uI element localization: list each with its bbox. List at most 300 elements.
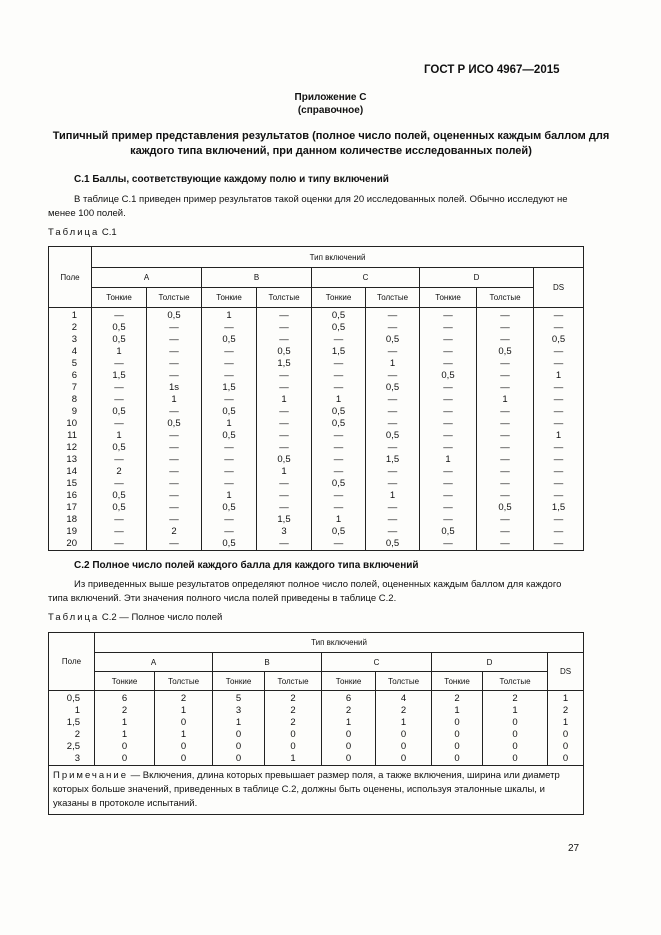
value-cell: 5 — [213, 691, 265, 706]
value-cell: 0 — [322, 741, 376, 753]
field-cell: 19 — [49, 526, 92, 538]
value-cell: 0,5 — [92, 406, 147, 418]
header-inclusion-type: Тип включений — [95, 633, 584, 653]
note-text: — Включения, длина которых превышает размер поля, а также включения, ширина или диаметр которых больше значений, приведенных в таблице С.2, должны быть оценены, используя эталонные шкалы, и указаны в протоколе испытаний. — [53, 770, 560, 809]
value-cell: — — [257, 322, 312, 334]
value-cell: — — [420, 382, 477, 394]
value-cell: 0 — [432, 717, 483, 729]
value-cell: 1,5 — [312, 346, 366, 358]
value-cell: 2 — [548, 705, 584, 717]
value-cell: — — [534, 526, 584, 538]
table-note — [49, 766, 584, 815]
value-cell: — — [92, 526, 147, 538]
value-cell: 0,5 — [312, 418, 366, 430]
value-cell: 0 — [483, 741, 548, 753]
value-cell: — — [312, 466, 366, 478]
value-cell: — — [366, 526, 420, 538]
header-group-d: D — [432, 653, 548, 672]
value-cell: — — [366, 466, 420, 478]
value-cell: — — [92, 394, 147, 406]
value-cell: — — [534, 308, 584, 323]
value-cell: — — [312, 454, 366, 466]
field-cell: 5 — [49, 358, 92, 370]
table-c2 — [48, 632, 584, 815]
value-cell: — — [477, 514, 534, 526]
field-cell: 7 — [49, 382, 92, 394]
value-cell: 0 — [322, 729, 376, 741]
value-cell: 0,5 — [366, 334, 420, 346]
field-cell: 9 — [49, 406, 92, 418]
value-cell: — — [312, 490, 366, 502]
header-thin: Тонкие — [95, 672, 155, 691]
value-cell: 1 — [483, 705, 548, 717]
value-cell: 0,5 — [420, 526, 477, 538]
value-cell: — — [202, 370, 257, 382]
value-cell: 1 — [202, 308, 257, 323]
value-cell: 1 — [155, 705, 213, 717]
value-cell: — — [312, 382, 366, 394]
header-group-a: A — [92, 268, 202, 288]
value-cell: 1 — [366, 358, 420, 370]
field-cell: 20 — [49, 538, 92, 551]
value-cell: — — [312, 358, 366, 370]
value-cell: 0,5 — [257, 454, 312, 466]
header-thick: Толстые — [147, 288, 202, 308]
value-cell: — — [366, 478, 420, 490]
field-cell: 4 — [49, 346, 92, 358]
value-cell: 0 — [483, 729, 548, 741]
value-cell: 0 — [548, 729, 584, 741]
value-cell: — — [477, 358, 534, 370]
field-cell: 0,5 — [49, 691, 95, 706]
header-thin: Тонкие — [213, 672, 265, 691]
value-cell: — — [202, 394, 257, 406]
value-cell: — — [92, 514, 147, 526]
value-cell: 0 — [483, 753, 548, 766]
value-cell: — — [420, 538, 477, 551]
header-field: Поле — [49, 247, 92, 308]
value-cell: — — [366, 346, 420, 358]
header-thin: Тонкие — [92, 288, 147, 308]
value-cell: — — [147, 406, 202, 418]
value-cell: — — [534, 358, 584, 370]
value-cell: 1 — [534, 430, 584, 442]
table-row — [49, 466, 584, 478]
value-cell: 2 — [92, 466, 147, 478]
value-cell: — — [92, 308, 147, 323]
field-cell: 15 — [49, 478, 92, 490]
section-heading-c1: С.1 Баллы, соответствующие каждому полю и типу включений — [74, 174, 389, 185]
table-row — [49, 334, 584, 346]
value-cell: — — [147, 442, 202, 454]
header-thin: Тонкие — [312, 288, 366, 308]
table-row — [49, 322, 584, 334]
value-cell: 0 — [548, 753, 584, 766]
value-cell: 3 — [213, 705, 265, 717]
value-cell: — — [477, 370, 534, 382]
field-cell: 1 — [49, 308, 92, 323]
value-cell: — — [92, 382, 147, 394]
field-cell: 2 — [49, 729, 95, 741]
value-cell: 1 — [548, 717, 584, 729]
value-cell: — — [257, 478, 312, 490]
caption-word: Таблица — [48, 227, 100, 238]
value-cell: 0,5 — [534, 334, 584, 346]
value-cell: 0 — [155, 717, 213, 729]
field-cell: 2,5 — [49, 741, 95, 753]
value-cell: 1 — [147, 394, 202, 406]
value-cell: 1 — [376, 717, 432, 729]
value-cell: 0 — [213, 741, 265, 753]
value-cell: — — [366, 394, 420, 406]
value-cell: 0,5 — [147, 418, 202, 430]
table-c1 — [48, 246, 584, 551]
value-cell: 6 — [95, 691, 155, 706]
table-row — [49, 502, 584, 514]
value-cell: — — [477, 334, 534, 346]
value-cell: — — [257, 406, 312, 418]
value-cell: 0 — [376, 729, 432, 741]
header-thick: Толстые — [265, 672, 322, 691]
value-cell: 1 — [265, 753, 322, 766]
table-caption-c2 — [48, 612, 222, 623]
value-cell: — — [312, 442, 366, 454]
section-paragraph-c1: В таблице С.1 приведен пример результатов такой оценки для 20 исследованных полей. Обычно исследуют не менее 100 полей. — [48, 194, 568, 219]
value-cell: — — [202, 442, 257, 454]
table-row — [49, 729, 584, 741]
value-cell: 1 — [95, 729, 155, 741]
header-thin: Тонкие — [432, 672, 483, 691]
table-row — [49, 514, 584, 526]
value-cell: — — [202, 466, 257, 478]
value-cell: — — [420, 430, 477, 442]
header-group-d: D — [420, 268, 534, 288]
value-cell: 0,5 — [147, 308, 202, 323]
table-caption-c1 — [48, 227, 117, 238]
field-cell: 17 — [49, 502, 92, 514]
header-thick: Толстые — [376, 672, 432, 691]
value-cell: 1 — [312, 394, 366, 406]
table-row — [49, 538, 584, 551]
caption-number: С.1 — [99, 227, 117, 238]
field-cell: 2 — [49, 322, 92, 334]
value-cell: 0,5 — [366, 538, 420, 551]
value-cell: — — [534, 382, 584, 394]
field-cell: 11 — [49, 430, 92, 442]
value-cell: — — [534, 394, 584, 406]
value-cell: — — [534, 466, 584, 478]
table-row — [49, 370, 584, 382]
value-cell: — — [534, 442, 584, 454]
value-cell: — — [420, 442, 477, 454]
value-cell: — — [420, 466, 477, 478]
value-cell: — — [257, 418, 312, 430]
table-row — [49, 490, 584, 502]
value-cell: — — [477, 526, 534, 538]
value-cell: — — [147, 454, 202, 466]
value-cell: — — [477, 382, 534, 394]
table-row — [49, 442, 584, 454]
table-row — [49, 753, 584, 766]
value-cell: — — [366, 370, 420, 382]
value-cell: — — [312, 370, 366, 382]
value-cell: — — [366, 442, 420, 454]
value-cell: — — [534, 514, 584, 526]
field-cell: 3 — [49, 334, 92, 346]
value-cell: 0,5 — [312, 478, 366, 490]
header-thick: Толстые — [477, 288, 534, 308]
value-cell: 0,5 — [257, 346, 312, 358]
value-cell: 1 — [92, 346, 147, 358]
value-cell: 2 — [322, 705, 376, 717]
value-cell: — — [312, 334, 366, 346]
value-cell: 0 — [322, 753, 376, 766]
header-thin: Тонкие — [420, 288, 477, 308]
value-cell: — — [420, 308, 477, 323]
value-cell: — — [202, 322, 257, 334]
value-cell: 0,5 — [477, 502, 534, 514]
value-cell: 0 — [155, 753, 213, 766]
value-cell: — — [420, 418, 477, 430]
value-cell: — — [147, 322, 202, 334]
value-cell: — — [257, 442, 312, 454]
value-cell: — — [202, 478, 257, 490]
value-cell: — — [147, 466, 202, 478]
field-cell: 1 — [49, 705, 95, 717]
value-cell: 0,5 — [312, 406, 366, 418]
header-group-c: C — [322, 653, 432, 672]
value-cell: 1,5 — [534, 502, 584, 514]
value-cell: — — [420, 406, 477, 418]
value-cell: — — [366, 502, 420, 514]
value-cell: 1,5 — [92, 370, 147, 382]
value-cell: — — [257, 490, 312, 502]
header-thick: Толстые — [155, 672, 213, 691]
value-cell: — — [312, 538, 366, 551]
value-cell: — — [477, 322, 534, 334]
table-row — [49, 346, 584, 358]
value-cell: — — [477, 538, 534, 551]
table-row — [49, 358, 584, 370]
value-cell: 0 — [95, 741, 155, 753]
value-cell: 2 — [483, 691, 548, 706]
value-cell: — — [477, 478, 534, 490]
value-cell: 2 — [95, 705, 155, 717]
table-row — [49, 418, 584, 430]
header-group-a: A — [95, 653, 213, 672]
value-cell: 2 — [376, 705, 432, 717]
value-cell: 0 — [432, 753, 483, 766]
value-cell: — — [92, 358, 147, 370]
table-row — [49, 430, 584, 442]
field-cell: 14 — [49, 466, 92, 478]
value-cell: 0,5 — [312, 526, 366, 538]
value-cell: 1 — [477, 394, 534, 406]
value-cell: — — [366, 308, 420, 323]
header-inclusion-type: Тип включений — [92, 247, 584, 268]
table-row — [49, 691, 584, 706]
value-cell: 1 — [432, 705, 483, 717]
value-cell: 1 — [420, 454, 477, 466]
value-cell: — — [147, 430, 202, 442]
table-row — [49, 478, 584, 490]
value-cell: — — [312, 430, 366, 442]
value-cell: — — [257, 308, 312, 323]
value-cell: — — [257, 502, 312, 514]
value-cell: — — [420, 322, 477, 334]
value-cell: — — [92, 478, 147, 490]
value-cell: 4 — [376, 691, 432, 706]
value-cell: — — [420, 334, 477, 346]
value-cell: — — [420, 394, 477, 406]
value-cell: — — [257, 370, 312, 382]
standard-number: ГОСТ Р ИСО 4967—2015 — [424, 64, 560, 76]
table-c1-body — [49, 308, 584, 551]
value-cell: — — [420, 502, 477, 514]
field-cell: 3 — [49, 753, 95, 766]
table-row — [49, 308, 584, 323]
value-cell: — — [202, 358, 257, 370]
value-cell: — — [202, 526, 257, 538]
value-cell: — — [147, 358, 202, 370]
field-cell: 18 — [49, 514, 92, 526]
value-cell: 1 — [322, 717, 376, 729]
value-cell: 2 — [147, 526, 202, 538]
value-cell: — — [420, 478, 477, 490]
value-cell: 0,5 — [420, 370, 477, 382]
value-cell: 2 — [155, 691, 213, 706]
table-row — [49, 454, 584, 466]
value-cell: 0 — [432, 741, 483, 753]
value-cell: — — [534, 478, 584, 490]
value-cell: — — [420, 514, 477, 526]
value-cell: — — [147, 490, 202, 502]
value-cell: 0,5 — [366, 382, 420, 394]
value-cell: 0 — [95, 753, 155, 766]
value-cell: — — [534, 418, 584, 430]
value-cell: 0,5 — [202, 502, 257, 514]
header-ds: DS — [548, 653, 584, 691]
value-cell: — — [420, 346, 477, 358]
value-cell: — — [257, 382, 312, 394]
value-cell: 1 — [312, 514, 366, 526]
value-cell: 1,5 — [366, 454, 420, 466]
value-cell: 0,5 — [92, 502, 147, 514]
main-title: Типичный пример представления результатов (полное число полей, оцененных каждым баллом для каждого типа включений, при данном количестве исследованных полей) — [52, 130, 610, 157]
value-cell: 0,5 — [92, 334, 147, 346]
value-cell: — — [92, 538, 147, 551]
table-row — [49, 406, 584, 418]
value-cell: 0 — [265, 729, 322, 741]
value-cell: 0,5 — [366, 430, 420, 442]
header-field: Поле — [49, 633, 95, 691]
value-cell: 0,5 — [202, 334, 257, 346]
value-cell: — — [534, 454, 584, 466]
value-cell: — — [534, 490, 584, 502]
header-group-b: B — [213, 653, 322, 672]
table-row — [49, 741, 584, 753]
value-cell: — — [147, 346, 202, 358]
value-cell: 1 — [548, 691, 584, 706]
header-thin: Тонкие — [322, 672, 376, 691]
value-cell: — — [147, 370, 202, 382]
value-cell: 0,5 — [92, 490, 147, 502]
value-cell: — — [477, 308, 534, 323]
value-cell: 0 — [265, 741, 322, 753]
value-cell: 1 — [202, 490, 257, 502]
table-row — [49, 705, 584, 717]
section-paragraph-c2: Из приведенных выше результатов определяют полное число полей, оцененных каждым баллом для каждого типа включений. Эти значения полного числа полей приведены в таблице С.2. — [48, 579, 562, 604]
value-cell: — — [534, 406, 584, 418]
value-cell: 0 — [213, 753, 265, 766]
value-cell: — — [534, 346, 584, 358]
caption-rest: С.2 — Полное число полей — [99, 612, 223, 623]
value-cell: 0,5 — [202, 406, 257, 418]
value-cell: 1 — [257, 466, 312, 478]
table-row — [49, 717, 584, 729]
value-cell: — — [534, 538, 584, 551]
appendix-title: Приложение С — [294, 92, 367, 103]
field-cell: 1,5 — [49, 717, 95, 729]
table-row — [49, 382, 584, 394]
header-ds: DS — [534, 268, 584, 308]
value-cell: — — [202, 454, 257, 466]
value-cell: 0,5 — [477, 346, 534, 358]
value-cell: 0,5 — [312, 308, 366, 323]
value-cell: 0 — [376, 741, 432, 753]
value-cell: — — [257, 538, 312, 551]
value-cell: 1,5 — [257, 358, 312, 370]
value-cell: — — [202, 514, 257, 526]
field-cell: 13 — [49, 454, 92, 466]
header-thick: Толстые — [483, 672, 548, 691]
field-cell: 16 — [49, 490, 92, 502]
value-cell: 1 — [257, 394, 312, 406]
value-cell: 2 — [432, 691, 483, 706]
field-cell: 8 — [49, 394, 92, 406]
value-cell: 0 — [432, 729, 483, 741]
value-cell: 1 — [213, 717, 265, 729]
appendix-subtitle: (справочное) — [297, 105, 364, 116]
field-cell: 6 — [49, 370, 92, 382]
value-cell: 3 — [257, 526, 312, 538]
field-cell: 10 — [49, 418, 92, 430]
value-cell: 1,5 — [257, 514, 312, 526]
value-cell: — — [477, 442, 534, 454]
value-cell: — — [477, 406, 534, 418]
value-cell: — — [147, 478, 202, 490]
page-number: 27 — [568, 843, 580, 854]
value-cell: — — [477, 418, 534, 430]
value-cell: 0,5 — [202, 538, 257, 551]
caption-word: Таблица — [48, 612, 100, 623]
value-cell: — — [312, 502, 366, 514]
header-group-c: C — [312, 268, 420, 288]
value-cell: 2 — [265, 691, 322, 706]
value-cell: — — [366, 514, 420, 526]
value-cell: — — [477, 490, 534, 502]
value-cell: — — [534, 322, 584, 334]
value-cell: 2 — [265, 705, 322, 717]
value-cell: 0,5 — [202, 430, 257, 442]
value-cell: — — [92, 418, 147, 430]
note-label: Примечание — [53, 770, 128, 781]
value-cell: 1 — [155, 729, 213, 741]
value-cell: — — [147, 538, 202, 551]
value-cell: — — [147, 502, 202, 514]
header-thick: Толстые — [366, 288, 420, 308]
value-cell: — — [420, 358, 477, 370]
